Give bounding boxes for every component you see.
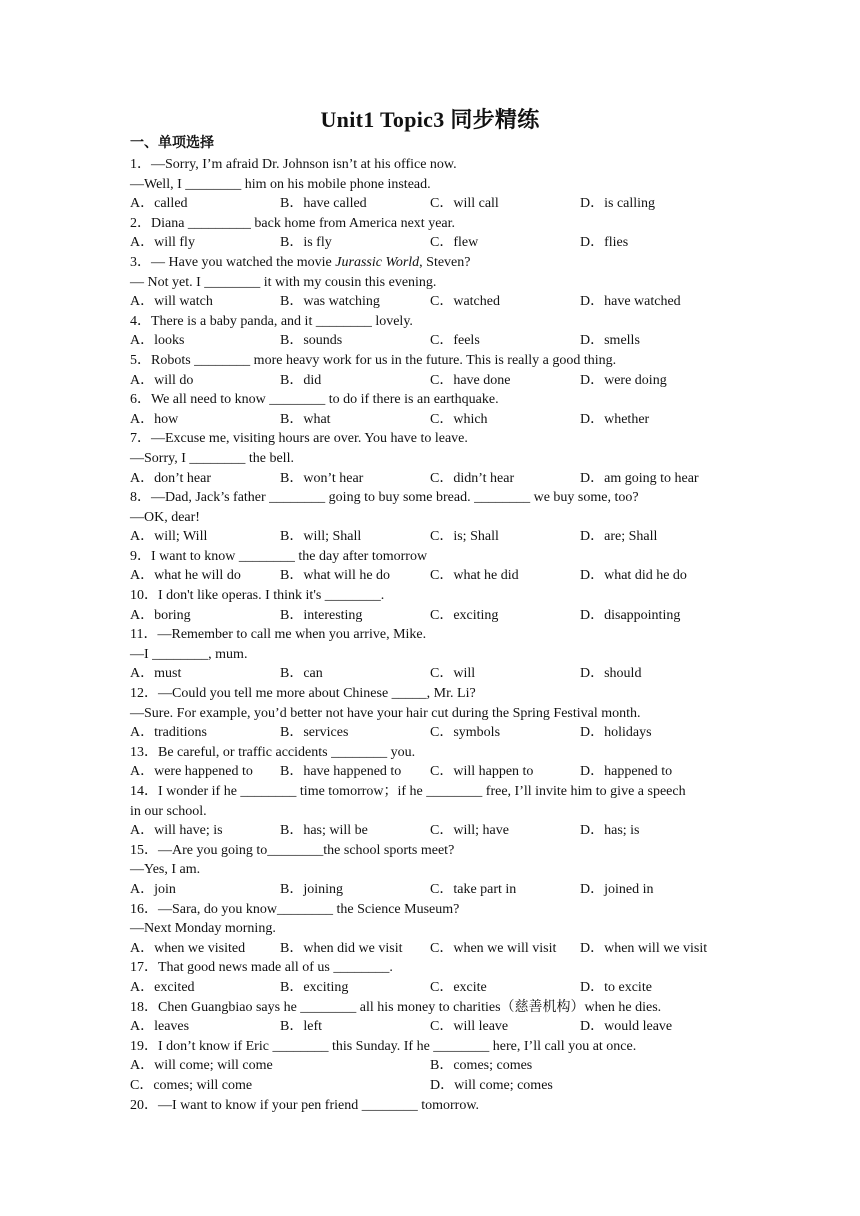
answer-option-d: D．to excite bbox=[580, 979, 652, 995]
answer-option-d: D．disappointing bbox=[580, 607, 681, 623]
answer-option-d: D．whether bbox=[580, 411, 650, 427]
answer-option-a: A．how bbox=[130, 411, 179, 427]
answer-options bbox=[130, 469, 740, 489]
question-stem bbox=[130, 958, 740, 978]
question-stem bbox=[130, 1037, 740, 1057]
question-stem bbox=[130, 586, 740, 606]
answer-option-b: B．won’t hear bbox=[280, 470, 364, 486]
answer-option-a: A．boring bbox=[130, 607, 191, 623]
answer-option-c: C．when we will visit bbox=[430, 940, 557, 956]
question-item bbox=[130, 429, 740, 488]
question-text: 8．—Dad, Jack’s father ________ going to buy some bread. ________ we buy some, too? bbox=[130, 490, 639, 506]
answer-option-d: D．when will we visit bbox=[580, 940, 708, 956]
answer-options bbox=[130, 292, 740, 312]
answer-option-d: D．will come; comes bbox=[430, 1077, 553, 1093]
answer-option-d: D．flies bbox=[580, 235, 629, 251]
question-item bbox=[130, 488, 740, 547]
answer-options bbox=[130, 821, 740, 841]
answer-option-a: A．excited bbox=[130, 979, 195, 995]
page-title: Unit1 Topic3 同步精练 bbox=[320, 107, 540, 132]
question-item bbox=[130, 547, 740, 586]
question-stem bbox=[130, 253, 740, 273]
answer-option-d: D．smells bbox=[580, 333, 640, 349]
question-text: 14．I wonder if he ________ time tomorrow；if he ________ free, I’ll invite him to give a speech bbox=[130, 784, 686, 799]
question-item bbox=[130, 684, 740, 743]
answer-option-b: B．was watching bbox=[280, 294, 380, 310]
question-line bbox=[130, 802, 740, 822]
answer-option-c: C．which bbox=[430, 411, 488, 427]
question-text: —Well, I ________ him on his mobile phone instead. bbox=[130, 176, 431, 192]
answer-option-b: B．have called bbox=[280, 196, 367, 212]
answer-options bbox=[130, 1056, 740, 1095]
question-item bbox=[130, 390, 740, 429]
answer-option-c: C．what he did bbox=[430, 568, 519, 584]
question-text: 3．— Have you watched the movie bbox=[130, 254, 336, 270]
question-stem bbox=[130, 998, 740, 1018]
answer-option-d: D．joined in bbox=[580, 881, 654, 897]
question-text: 11．—Remember to call me when you arrive, Mike. bbox=[130, 627, 427, 643]
answer-option-c: C．flew bbox=[430, 235, 479, 251]
question-stem bbox=[130, 312, 740, 332]
question-item bbox=[130, 841, 740, 900]
question-text: 19．I don’t know if Eric ________ this Sunday. If he ________ here, I’ll call you at once. bbox=[130, 1038, 637, 1054]
answer-option-b: B．can bbox=[280, 666, 323, 682]
answer-options bbox=[130, 233, 740, 253]
answer-option-c: C．is; Shall bbox=[430, 529, 499, 545]
answer-options bbox=[130, 1017, 740, 1037]
question-item bbox=[130, 900, 740, 959]
question-line bbox=[130, 273, 740, 293]
question-list bbox=[130, 155, 740, 1115]
answer-option-c: C．symbols bbox=[430, 725, 501, 741]
question-stem bbox=[130, 429, 740, 449]
question-item bbox=[130, 351, 740, 390]
answer-option-b: B．sounds bbox=[280, 333, 343, 349]
answer-option-b: B．exciting bbox=[280, 979, 349, 995]
question-item bbox=[130, 1037, 740, 1096]
answer-option-c: C．have done bbox=[430, 372, 511, 388]
answer-options bbox=[130, 664, 740, 684]
answer-option-d: D．have watched bbox=[580, 294, 681, 310]
question-text: 4．There is a baby panda, and it ________ lovely. bbox=[130, 313, 413, 329]
question-text: 2．Diana _________ back home from America next year. bbox=[130, 215, 456, 231]
answer-options bbox=[130, 566, 740, 586]
question-item bbox=[130, 312, 740, 351]
question-line bbox=[130, 449, 740, 469]
answer-option-c: C．watched bbox=[430, 294, 500, 310]
answer-options bbox=[130, 410, 740, 430]
question-stem bbox=[130, 1096, 740, 1116]
question-stem bbox=[130, 841, 740, 861]
answer-option-b: B．joining bbox=[280, 881, 344, 897]
answer-option-c: C．will; have bbox=[430, 823, 509, 839]
question-text: 20．—I want to know if your pen friend ________ tomorrow. bbox=[130, 1097, 480, 1113]
answer-option-a: A．traditions bbox=[130, 725, 207, 741]
answer-option-d: D．has; is bbox=[580, 823, 640, 839]
answer-option-a: A．join bbox=[130, 881, 176, 897]
answer-option-b: B．is fly bbox=[280, 235, 332, 251]
answer-options bbox=[130, 527, 740, 547]
answer-option-c: C．exciting bbox=[430, 607, 499, 623]
answer-option-b: B．when did we visit bbox=[280, 940, 403, 956]
answer-option-a: A．don’t hear bbox=[130, 470, 211, 486]
movie-title: Jurassic World bbox=[335, 254, 420, 270]
answer-options bbox=[130, 606, 740, 626]
answer-option-b: B．have happened to bbox=[280, 764, 402, 780]
answer-option-d: D．happened to bbox=[580, 764, 673, 780]
answer-option-a: A．were happened to bbox=[130, 764, 253, 780]
answer-option-c: C．will happen to bbox=[430, 764, 534, 780]
question-text: —Yes, I am. bbox=[130, 862, 201, 878]
answer-options bbox=[130, 978, 740, 998]
section-heading: 一、单项选择 bbox=[130, 135, 214, 151]
answer-option-d: D．are; Shall bbox=[580, 529, 658, 545]
answer-option-b: B．left bbox=[280, 1019, 322, 1035]
answer-option-b: B．will; Shall bbox=[280, 529, 362, 545]
question-stem bbox=[130, 488, 740, 508]
answer-options bbox=[130, 880, 740, 900]
question-stem bbox=[130, 684, 740, 704]
question-text: 13．Be careful, or traffic accidents ________ you. bbox=[130, 744, 416, 760]
question-text: 18．Chen Guangbiao says he ________ all his money to charities（慈善机构）when he dies. bbox=[130, 999, 662, 1015]
answer-option-d: D．what did he do bbox=[580, 568, 687, 584]
answer-option-c: C．will bbox=[430, 666, 476, 682]
answer-option-b: B．services bbox=[280, 725, 349, 741]
answer-options bbox=[130, 723, 740, 743]
question-item bbox=[130, 625, 740, 684]
question-text: 16．—Sara, do you know________ the Science Museum? bbox=[130, 901, 460, 917]
question-text: —Sure. For example, you’d better not have your hair cut during the Spring Festival month. bbox=[130, 705, 641, 721]
question-item bbox=[130, 782, 740, 841]
answer-option-d: D．would leave bbox=[580, 1019, 673, 1035]
answer-option-d: D．am going to hear bbox=[580, 470, 699, 486]
question-item bbox=[130, 1096, 740, 1116]
question-item bbox=[130, 253, 740, 312]
question-text: 17．That good news made all of us ________. bbox=[130, 960, 393, 976]
question-text: 15．—Are you going to________the school sports meet? bbox=[130, 842, 455, 858]
question-item bbox=[130, 743, 740, 782]
answer-option-a: A．what he will do bbox=[130, 568, 241, 584]
answer-option-d: D．is calling bbox=[580, 196, 656, 212]
answer-option-a: A．will watch bbox=[130, 294, 213, 310]
question-text: —Sorry, I ________ the bell. bbox=[130, 450, 294, 466]
question-text: — Not yet. I ________ it with my cousin this evening. bbox=[130, 274, 437, 290]
answer-option-b: B．interesting bbox=[280, 607, 363, 623]
question-stem bbox=[130, 625, 740, 645]
question-item bbox=[130, 586, 740, 625]
question-text: 5．Robots ________ more heavy work for us in the future. This is really a good thing. bbox=[130, 352, 617, 368]
answer-option-c: C．didn’t hear bbox=[430, 470, 515, 486]
answer-options bbox=[130, 371, 740, 391]
answer-option-a: A．called bbox=[130, 196, 188, 212]
answer-option-a: A．will come; will come bbox=[130, 1058, 273, 1074]
answer-option-b: B．what will he do bbox=[280, 568, 391, 584]
question-stem bbox=[130, 155, 740, 175]
answer-option-a: A．will fly bbox=[130, 235, 195, 251]
question-line bbox=[130, 645, 740, 665]
question-text: 12．—Could you tell me more about Chinese _____, Mr. Li? bbox=[130, 686, 476, 702]
question-stem bbox=[130, 390, 740, 410]
question-stem bbox=[130, 743, 740, 763]
answer-option-b: B．did bbox=[280, 372, 322, 388]
question-text: —Next Monday morning. bbox=[130, 921, 276, 937]
answer-option-c: C．excite bbox=[430, 979, 487, 995]
question-text: in our school. bbox=[130, 803, 207, 819]
answer-option-a: A．will have; is bbox=[130, 823, 223, 839]
question-stem bbox=[130, 782, 740, 802]
question-text: 10．I don't like operas. I think it's ________. bbox=[130, 588, 385, 604]
answer-options bbox=[130, 939, 740, 959]
answer-option-c: C．will call bbox=[430, 196, 499, 212]
question-stem bbox=[130, 547, 740, 567]
answer-option-c: C．will leave bbox=[430, 1019, 509, 1035]
question-line bbox=[130, 704, 740, 724]
question-text: , Steven? bbox=[419, 254, 471, 270]
answer-option-a: A．when we visited bbox=[130, 940, 246, 956]
question-stem bbox=[130, 351, 740, 371]
answer-option-c: C．feels bbox=[430, 333, 480, 349]
question-item bbox=[130, 958, 740, 997]
question-item bbox=[130, 155, 740, 214]
answer-option-a: A．must bbox=[130, 666, 182, 682]
question-stem bbox=[130, 214, 740, 234]
answer-option-b: B．has; will be bbox=[280, 823, 368, 839]
question-line bbox=[130, 175, 740, 195]
answer-option-b: B．what bbox=[280, 411, 331, 427]
question-text: —OK, dear! bbox=[130, 509, 200, 525]
answer-option-a: A．will do bbox=[130, 372, 194, 388]
question-text: 7．—Excuse me, visiting hours are over. You have to leave. bbox=[130, 431, 468, 447]
answer-options bbox=[130, 762, 740, 782]
question-line bbox=[130, 919, 740, 939]
question-line bbox=[130, 508, 740, 528]
answer-option-d: D．were doing bbox=[580, 372, 667, 388]
question-text: 1．—Sorry, I’m afraid Dr. Johnson isn’t at his office now. bbox=[130, 157, 457, 172]
question-item bbox=[130, 998, 740, 1037]
answer-option-a: A．looks bbox=[130, 333, 185, 349]
answer-option-b: B．comes; comes bbox=[430, 1058, 533, 1074]
answer-option-c: C．take part in bbox=[430, 881, 517, 897]
question-text: 6．We all need to know ________ to do if there is an earthquake. bbox=[130, 392, 499, 408]
answer-option-a: A．will; Will bbox=[130, 529, 208, 545]
question-item bbox=[130, 214, 740, 253]
question-text: —I ________, mum. bbox=[130, 646, 248, 662]
answer-option-a: A．leaves bbox=[130, 1019, 190, 1035]
question-stem bbox=[130, 900, 740, 920]
answer-options bbox=[130, 194, 740, 214]
answer-option-d: D．holidays bbox=[580, 725, 652, 741]
answer-option-d: D．should bbox=[580, 666, 642, 682]
answer-options bbox=[130, 331, 740, 351]
question-text: 9．I want to know ________ the day after tomorrow bbox=[130, 548, 428, 564]
question-line bbox=[130, 860, 740, 880]
answer-option-c: C．comes; will come bbox=[130, 1077, 253, 1093]
